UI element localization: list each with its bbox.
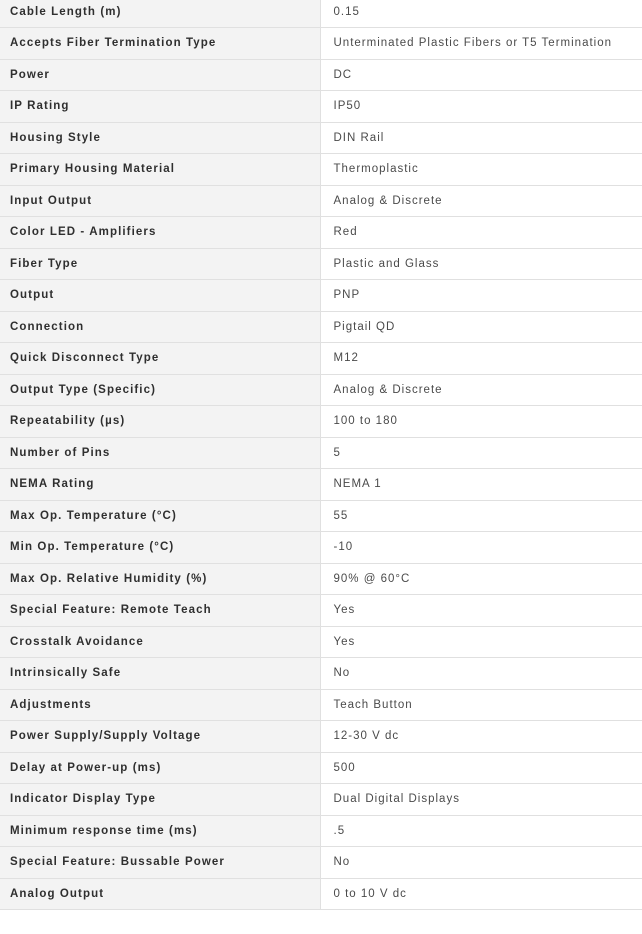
spec-label: Delay at Power-up (ms) <box>0 752 320 784</box>
spec-value: Yes <box>320 595 642 627</box>
spec-value: Red <box>320 217 642 249</box>
spec-value: 55 <box>320 500 642 532</box>
spec-row <box>0 563 642 595</box>
spec-row <box>0 374 642 406</box>
spec-value: NEMA 1 <box>320 469 642 501</box>
spec-label: Connection <box>0 311 320 343</box>
spec-label: Intrinsically Safe <box>0 658 320 690</box>
spec-value: 0 to 10 V dc <box>320 878 642 910</box>
spec-row <box>0 815 642 847</box>
spec-value: Teach Button <box>320 689 642 721</box>
spec-label: Quick Disconnect Type <box>0 343 320 375</box>
spec-label: Special Feature: Remote Teach <box>0 595 320 627</box>
spec-label: Analog Output <box>0 878 320 910</box>
spec-value: Plastic and Glass <box>320 248 642 280</box>
spec-value: Yes <box>320 626 642 658</box>
spec-row <box>0 847 642 879</box>
spec-row <box>0 595 642 627</box>
spec-row <box>0 343 642 375</box>
spec-label: Output Type (Specific) <box>0 374 320 406</box>
spec-label: IP Rating <box>0 91 320 123</box>
spec-row <box>0 500 642 532</box>
spec-label: Color LED - Amplifiers <box>0 217 320 249</box>
spec-label: Adjustments <box>0 689 320 721</box>
spec-value: Pigtail QD <box>320 311 642 343</box>
spec-value: No <box>320 658 642 690</box>
spec-value: DIN Rail <box>320 122 642 154</box>
spec-value: Analog & Discrete <box>320 374 642 406</box>
spec-row <box>0 406 642 438</box>
spec-label: Minimum response time (ms) <box>0 815 320 847</box>
spec-row <box>0 280 642 312</box>
spec-value: 100 to 180 <box>320 406 642 438</box>
spec-row <box>0 28 642 60</box>
spec-value: IP50 <box>320 91 642 123</box>
spec-value: PNP <box>320 280 642 312</box>
spec-row <box>0 469 642 501</box>
spec-row <box>0 689 642 721</box>
spec-row <box>0 437 642 469</box>
spec-row <box>0 311 642 343</box>
spec-value: -10 <box>320 532 642 564</box>
spec-row <box>0 59 642 91</box>
spec-label: Min Op. Temperature (°C) <box>0 532 320 564</box>
spec-row <box>0 784 642 816</box>
spec-label: Repeatability (µs) <box>0 406 320 438</box>
spec-value: 90% @ 60°C <box>320 563 642 595</box>
spec-value: Analog & Discrete <box>320 185 642 217</box>
spec-row <box>0 878 642 910</box>
spec-row <box>0 217 642 249</box>
spec-row <box>0 626 642 658</box>
spec-value: 5 <box>320 437 642 469</box>
spec-row <box>0 721 642 753</box>
spec-value: 0.15 <box>320 0 642 28</box>
spec-label: Max Op. Relative Humidity (%) <box>0 563 320 595</box>
spec-value: No <box>320 847 642 879</box>
spec-value: 12-30 V dc <box>320 721 642 753</box>
spec-row <box>0 658 642 690</box>
spec-label: Cable Length (m) <box>0 0 320 28</box>
spec-value: Dual Digital Displays <box>320 784 642 816</box>
spec-label: Input Output <box>0 185 320 217</box>
spec-label: Primary Housing Material <box>0 154 320 186</box>
spec-value: Unterminated Plastic Fibers or T5 Termination <box>320 28 642 60</box>
spec-row <box>0 0 642 28</box>
spec-label: Indicator Display Type <box>0 784 320 816</box>
spec-row <box>0 532 642 564</box>
spec-row <box>0 752 642 784</box>
spec-label: Output <box>0 280 320 312</box>
spec-row <box>0 122 642 154</box>
spec-label: Fiber Type <box>0 248 320 280</box>
spec-row <box>0 185 642 217</box>
spec-label: Number of Pins <box>0 437 320 469</box>
spec-label: Special Feature: Bussable Power <box>0 847 320 879</box>
spec-label: Max Op. Temperature (°C) <box>0 500 320 532</box>
spec-value: DC <box>320 59 642 91</box>
spec-row <box>0 154 642 186</box>
spec-label: Crosstalk Avoidance <box>0 626 320 658</box>
spec-value: .5 <box>320 815 642 847</box>
spec-row <box>0 248 642 280</box>
spec-label: Housing Style <box>0 122 320 154</box>
spec-value: Thermoplastic <box>320 154 642 186</box>
spec-value: M12 <box>320 343 642 375</box>
spec-label: NEMA Rating <box>0 469 320 501</box>
spec-label: Accepts Fiber Termination Type <box>0 28 320 60</box>
spec-value: 500 <box>320 752 642 784</box>
spec-label: Power Supply/Supply Voltage <box>0 721 320 753</box>
spec-label: Power <box>0 59 320 91</box>
spec-row <box>0 91 642 123</box>
